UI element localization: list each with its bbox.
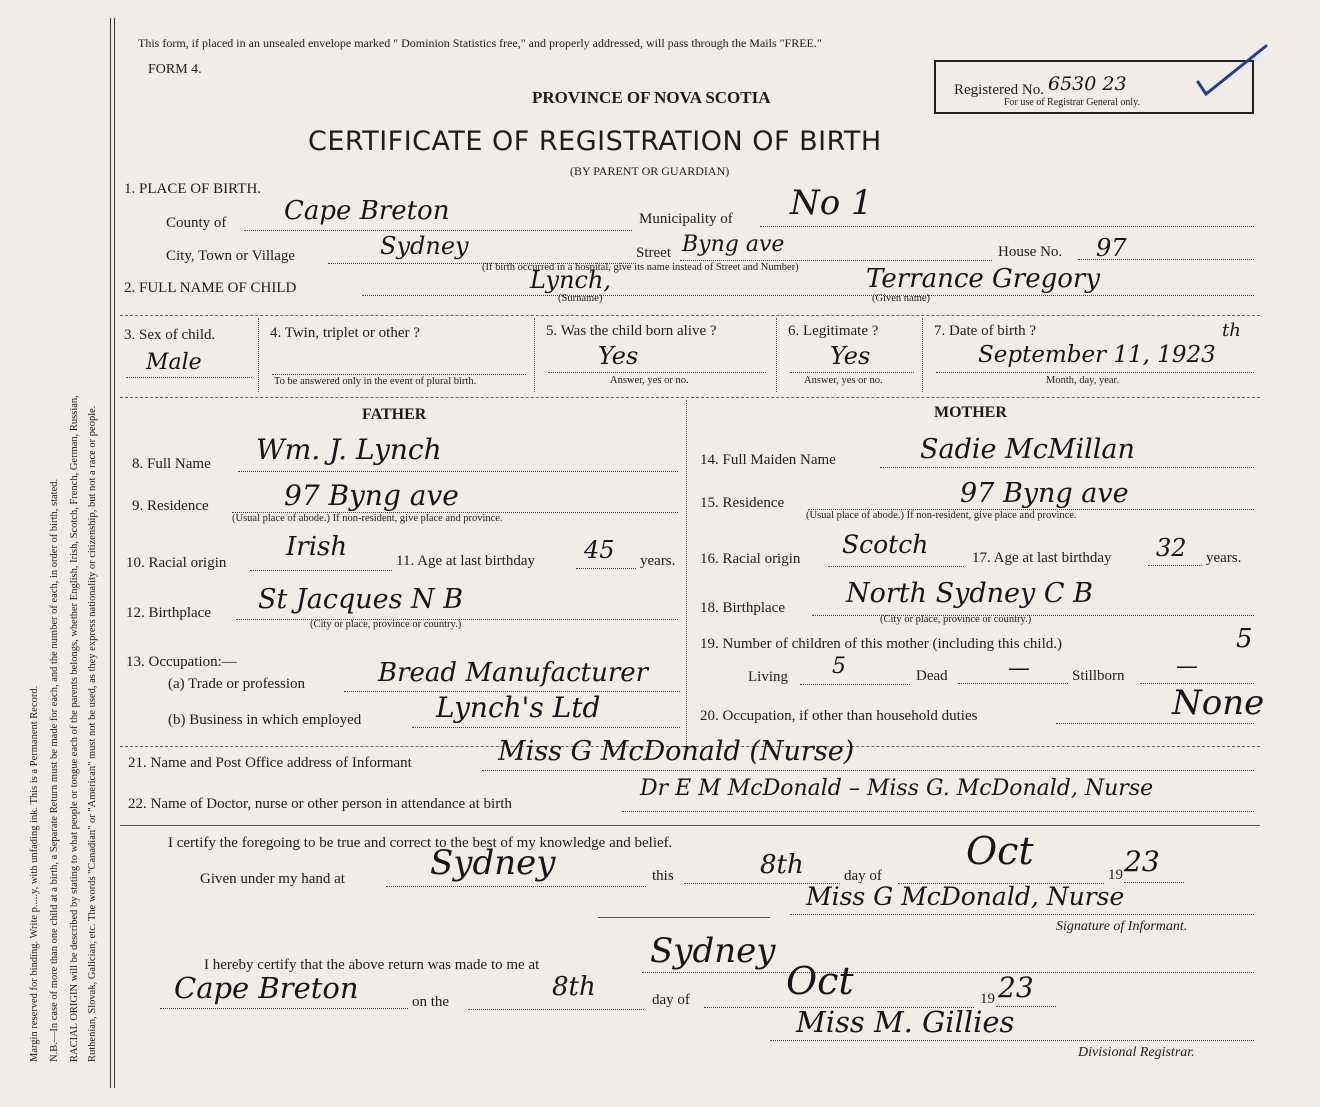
dob-label: 7. Date of birth ?: [934, 323, 1037, 339]
informant-signature-caption: Signature of Informant.: [1056, 919, 1188, 934]
twin-note: To be answered only in the event of plural birth.: [274, 376, 477, 387]
child-name-line: [362, 295, 1254, 296]
registrar-signature: Miss M. Gillies: [796, 1005, 1015, 1039]
margin-nb-note: N.B.—In case of more than one child at a birth, a Separate Return must be made for each, and the number of each, in order of birth, stated.: [49, 478, 60, 1062]
father-race-line: [250, 570, 392, 571]
father-birthplace-note: (City or place, province or country.): [310, 619, 462, 630]
living-line: [800, 684, 910, 685]
father-race-label: 10. Racial origin: [126, 555, 227, 571]
form-number: FORM 4.: [148, 62, 202, 77]
municipality-line: [760, 226, 1254, 227]
dob-suffix: th: [1222, 320, 1241, 341]
sex-label: 3. Sex of child.: [124, 327, 216, 343]
check-mark-icon: [1190, 40, 1272, 100]
registrar-dayof-label: day of: [652, 992, 690, 1008]
alive-label: 5. Was the child born alive ?: [546, 323, 717, 339]
mother-occupation: None: [1172, 683, 1265, 723]
alive-value: Yes: [598, 342, 639, 370]
child-name-label: 2. FULL NAME OF CHILD: [124, 280, 297, 296]
father-age-label: 11. Age at last birthday: [396, 553, 535, 569]
county-label: County of: [166, 215, 227, 231]
mother-residence-note: (Usual place of abode.) If non-resident, give place and province.: [806, 510, 1077, 521]
father-residence: 97 Byng ave: [284, 479, 459, 512]
trade-value: Bread Manufacturer: [378, 658, 649, 688]
child-surname: Lynch,: [530, 266, 612, 294]
municipality-label: Municipality of: [639, 211, 733, 227]
given-month: Oct: [966, 829, 1034, 873]
mail-notice: This form, if placed in an unsealed envelope marked " Dominion Statistics free," and properly addressed, will pass through the Mails "FREE.": [138, 36, 822, 50]
hospital-note: (If birth occurred in a hospital, give its name instead of Street and Number): [482, 262, 799, 273]
registrar-county-line: [160, 1008, 408, 1009]
certification-rule: [120, 825, 1260, 826]
registered-number: 6530 23: [1048, 73, 1127, 95]
informant-line: [482, 770, 1254, 771]
informant-signature-stroke: [598, 917, 770, 918]
twin-label: 4. Twin, triplet or other ?: [270, 325, 420, 341]
father-residence-note: (Usual place of abode.) If non-resident, give place and province.: [232, 513, 503, 524]
legitimate-line: [790, 372, 914, 373]
mother-name-label: 14. Full Maiden Name: [700, 452, 836, 468]
margin-rule-1: [110, 18, 111, 1088]
business-label: (b) Business in which employed: [168, 712, 362, 728]
children-count-label: 19. Number of children of this mother (including this child.): [700, 636, 1063, 652]
given-year-line: [1124, 882, 1184, 883]
informant-label: 21. Name and Post Office address of Informant: [128, 755, 412, 771]
informant-signature-line: [790, 914, 1254, 915]
father-birthplace-label: 12. Birthplace: [126, 605, 211, 621]
registrar-county: Cape Breton: [174, 971, 359, 1005]
dob-value: September 11, 1923: [978, 342, 1216, 368]
dob-note: Month, day, year.: [1046, 375, 1120, 386]
father-name-label: 8. Full Name: [132, 456, 211, 472]
province-heading: PROVINCE OF NOVA SCOTIA: [532, 88, 771, 107]
children-count: 5: [1236, 624, 1253, 654]
registrar-use-note: For use of Registrar General only.: [1004, 97, 1140, 108]
mother-occupation-label: 20. Occupation, if other than household duties: [700, 708, 978, 724]
father-residence-label: 9. Residence: [132, 498, 209, 514]
margin-racial-note-1: RACIAL ORIGIN will be described by stating to what people or tongue each of the parents belongs, whether English, Irish, Scotch, French, German, Russian,: [69, 395, 80, 1062]
mother-race-line: [828, 566, 964, 567]
this-label: this: [652, 868, 674, 884]
mother-race-label: 16. Racial origin: [700, 551, 801, 567]
stillborn-count: —: [1176, 654, 1198, 679]
given-year-prefix: 19: [1108, 867, 1123, 883]
father-race: Irish: [286, 532, 348, 562]
municipality-value: No 1: [790, 183, 873, 223]
mother-residence: 97 Byng ave: [960, 478, 1129, 509]
father-years-label: years.: [640, 553, 676, 569]
given-at-place: Sydney: [430, 843, 556, 883]
margin-racial-note-2: Ruthenian, Slovak, Galician, etc. The words "Canadian" or "American" must not be used, as they express nationality or citizenship, but not a race or people.: [87, 405, 98, 1062]
alive-note: Answer, yes or no.: [610, 375, 689, 386]
city-label: City, Town or Village: [166, 248, 296, 264]
informant-value: Miss G McDonald (Nurse): [498, 736, 855, 767]
registrar-place-line: [642, 972, 1254, 973]
business-value: Lynch's Ltd: [436, 691, 601, 724]
given-year: 23: [1124, 845, 1160, 878]
street-label: Street: [636, 245, 671, 261]
street-value: Byng ave: [682, 232, 785, 257]
mother-birthplace-label: 18. Birthplace: [700, 600, 785, 616]
registrar-statement: I hereby certify that the above return was made to me at: [204, 957, 540, 973]
twin-line: [272, 374, 526, 375]
mother-name-line: [880, 467, 1254, 468]
margin-binding-note: Margin reserved for binding. Write p.....y, with unfading ink. This is a Permanent Record.: [29, 685, 40, 1062]
registered-label: Registered No.: [954, 82, 1044, 98]
registrar-year-prefix: 19: [980, 991, 995, 1007]
dead-line: [958, 683, 1068, 684]
mother-race: Scotch: [842, 530, 929, 559]
county-line: [244, 230, 632, 231]
registrar-caption: Divisional Registrar.: [1078, 1045, 1195, 1060]
legitimate-value: Yes: [830, 342, 871, 370]
mother-age: 32: [1156, 534, 1187, 562]
col-sep-4: [922, 318, 923, 392]
house-label: House No.: [998, 244, 1063, 260]
attendant-value: Dr E M McDonald – Miss G. McDonald, Nurse: [640, 776, 1154, 801]
registrar-on-label: on the: [412, 994, 450, 1010]
registrar-day-line: [468, 1009, 644, 1010]
row-separator: [120, 315, 1260, 316]
father-name: Wm. J. Lynch: [256, 433, 442, 466]
mother-age-label: 17. Age at last birthday: [972, 550, 1112, 566]
certify-statement: I certify the foregoing to be true and correct to the best of my knowledge and belief.: [168, 835, 673, 851]
father-heading: FATHER: [362, 406, 427, 423]
certificate-title: CERTIFICATE OF REGISTRATION OF BIRTH: [308, 126, 882, 157]
given-dayof-label: day of: [844, 868, 882, 884]
legitimate-note: Answer, yes or no.: [804, 375, 883, 386]
city-value: Sydney: [380, 232, 469, 260]
mother-heading: MOTHER: [934, 404, 1007, 421]
father-age: 45: [584, 536, 615, 564]
dob-line: [936, 372, 1254, 373]
registrar-month: Oct: [786, 959, 854, 1003]
mother-age-line: [1148, 565, 1202, 566]
dead-label: Dead: [916, 668, 948, 684]
parents-top-rule: [120, 397, 1260, 398]
sex-line: [126, 377, 252, 378]
living-count: 5: [832, 654, 846, 679]
col-sep-2: [534, 318, 535, 392]
father-occupation-label: 13. Occupation:—: [126, 654, 237, 670]
mother-birthplace: North Sydney C B: [846, 578, 1093, 609]
father-age-line: [576, 568, 636, 569]
given-name-note: (Given name): [872, 293, 931, 304]
alive-line: [548, 372, 766, 373]
mother-occupation-line: [1056, 723, 1254, 724]
child-given-name: Terrance Gregory: [866, 264, 1101, 294]
business-line: [412, 727, 680, 728]
mother-residence-label: 15. Residence: [700, 495, 785, 511]
given-at-label: Given under my hand at: [200, 871, 345, 887]
mother-years-label: years.: [1206, 550, 1242, 566]
house-value: 97: [1096, 234, 1127, 262]
registrar-place: Sydney: [650, 931, 776, 971]
stillborn-label: Stillborn: [1072, 668, 1125, 684]
col-sep-1: [258, 318, 259, 392]
given-day: 8th: [760, 850, 804, 880]
living-label: Living: [748, 669, 788, 685]
father-birthplace: St Jacques N B: [258, 584, 464, 615]
mother-birthplace-note: (City or place, province or country.): [880, 614, 1032, 625]
dead-count: —: [1008, 656, 1030, 681]
informant-signature: Miss G McDonald, Nurse: [806, 882, 1125, 911]
mother-birthplace-line: [812, 615, 1254, 616]
sex-value: Male: [146, 350, 202, 375]
parents-divider: [686, 400, 687, 750]
trade-label: (a) Trade or profession: [168, 676, 306, 692]
col-sep-3: [776, 318, 777, 392]
legitimate-label: 6. Legitimate ?: [788, 323, 879, 339]
surname-note: (Surname): [558, 293, 603, 304]
county-value: Cape Breton: [284, 196, 450, 226]
street-line: [680, 260, 992, 261]
registrar-day: 8th: [552, 972, 596, 1002]
father-name-line: [238, 471, 678, 472]
registrar-year: 23: [998, 971, 1034, 1004]
place-of-birth-heading: 1. PLACE OF BIRTH.: [124, 181, 262, 197]
registrar-signature-line: [770, 1040, 1254, 1041]
given-at-line: [386, 886, 646, 887]
attendant-label: 22. Name of Doctor, nurse or other person in attendance at birth: [128, 796, 512, 812]
certificate-subtitle: (BY PARENT OR GUARDIAN): [570, 164, 730, 178]
mother-name: Sadie McMillan: [920, 434, 1135, 465]
attendant-line: [622, 811, 1254, 812]
margin-rule-2: [114, 18, 115, 1088]
